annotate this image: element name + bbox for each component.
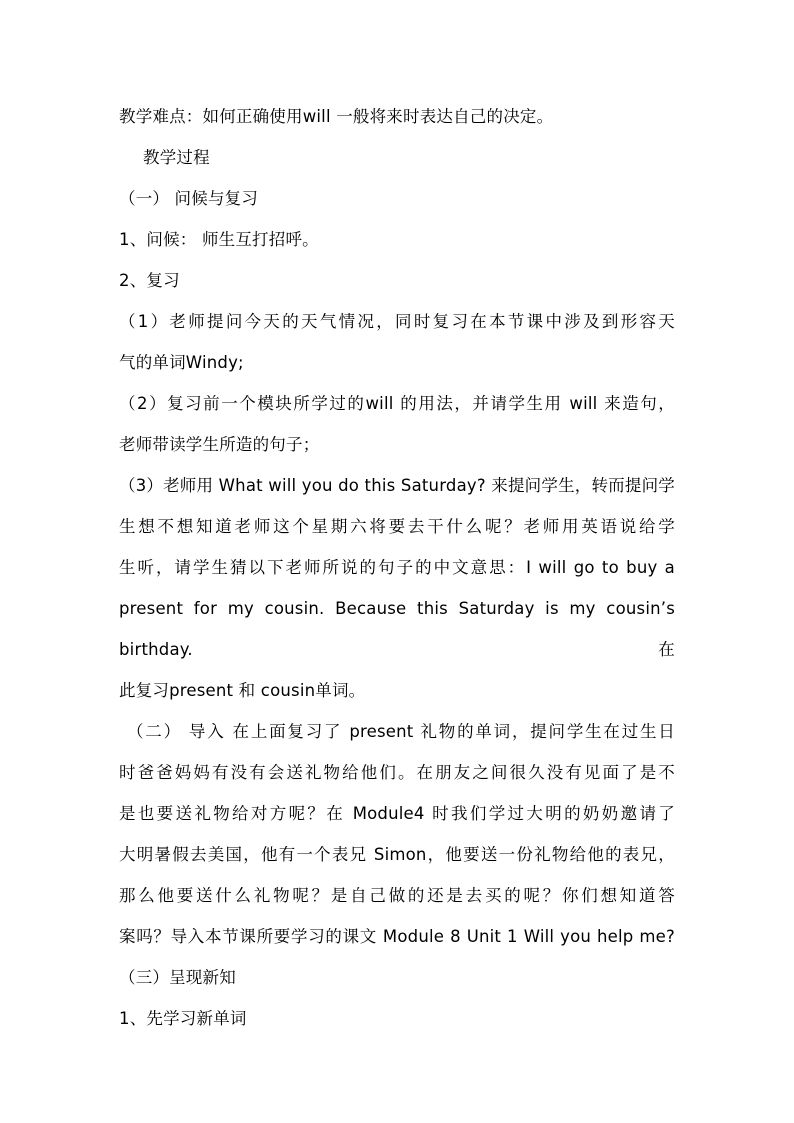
review-step-3-line-5: 此复习present 和 cousin单词。 (119, 681, 366, 700)
greeting-item: 1、问候： 师生互打招呼。 (119, 230, 319, 249)
review-step-2-line-1: （2）复习前一个模块所学过的will 的用法，并请学生用 will 来造句， (119, 394, 675, 413)
section-heading-greeting-review: （一） 问候与复习 (119, 189, 259, 208)
document-body (119, 96, 675, 1039)
teaching-difficulty-line: 教学难点：如何正确使用will 一般将来时表达自己的决定。 (119, 107, 554, 126)
review-step-3-line-3: 生听，请学生猜以下老师所说的句子的中文意思：I will go to buy a (119, 558, 675, 577)
review-step-2-line-2: 老师带读学生所造的句子； (119, 435, 320, 454)
lead-in-line-4: 大明暑假去美国，他有一个表兄 Simon，他要送一份礼物给他的表兄， (119, 845, 675, 864)
lead-in-line-3: 是也要送礼物给对方呢？在 Module4 时我们学过大明的奶奶邀请了 (119, 804, 675, 823)
review-item: 2、复习 (119, 271, 180, 290)
lead-in-line-2: 时爸爸妈妈有没有会送礼物给他们。在朋友之间很久没有见面了是不 (119, 763, 675, 782)
review-step-1-line-1: （1）老师提问今天的天气情况，同时复习在本节课中涉及到形容天 (119, 312, 675, 331)
lead-in-line-1: （二） 导入 在上面复习了 present 礼物的单词，提问学生在过生日 (127, 722, 675, 741)
review-step-3-line-2: 生想不想知道老师这个星期六将要去干什么呢？老师用英语说给学 (119, 517, 675, 536)
lead-in-line-5: 那么他要送什么礼物呢？是自己做的还是去买的呢？你们想知道答 (119, 886, 675, 905)
lead-in-line-6: 案吗？导入本节课所要学习的课文 Module 8 Unit 1 Will you help me? (119, 927, 675, 946)
review-step-1-line-2: 气的单词Windy; (119, 353, 244, 372)
teaching-process-title: 教学过程 (143, 148, 210, 167)
section-heading-new-knowledge: （三）呈现新知 (119, 968, 236, 987)
review-step-3-line-1: （3）老师用 What will you do this Saturday? 来提问学生，转而提问学 (119, 476, 675, 495)
review-step-3-line-4: present for my cousin. Because this Saturday is my cousin’s birthday.在 (119, 599, 675, 659)
new-words-item: 1、先学习新单词 (119, 1009, 247, 1028)
